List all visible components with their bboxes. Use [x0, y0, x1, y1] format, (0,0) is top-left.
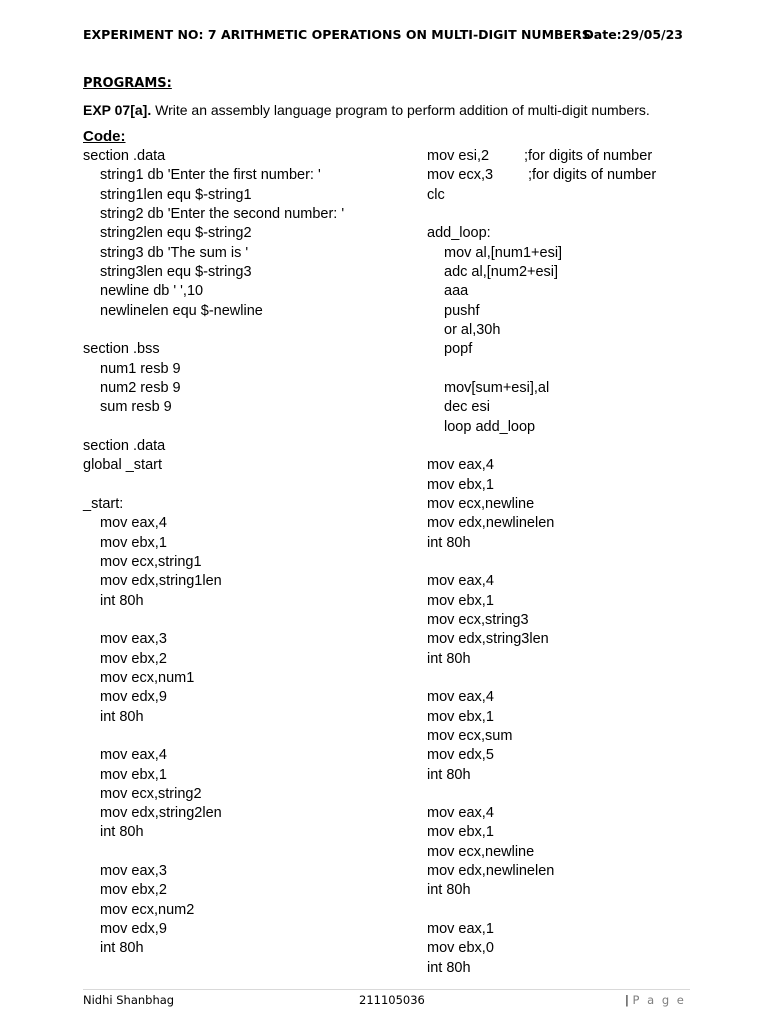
code-line	[427, 843, 747, 862]
code-column-left	[83, 147, 403, 959]
footer-author: Nidhi Shanbhag	[83, 993, 175, 1007]
code-text: clc	[427, 186, 445, 203]
code-text: num1 resb 9	[100, 360, 181, 377]
code-text: mov eax,3	[100, 631, 167, 648]
code-text: mov ecx,string2	[100, 785, 202, 802]
code-text: mov eax,4	[100, 747, 167, 764]
code-line	[83, 437, 403, 456]
code-line	[83, 920, 403, 939]
code-text: string3len equ $-string3	[100, 263, 252, 280]
code-line	[83, 939, 403, 958]
code-line	[427, 147, 747, 166]
code-line	[83, 456, 403, 475]
code-line	[427, 862, 747, 881]
code-text: mov eax,4	[427, 457, 494, 474]
code-text: mov ecx,string3	[427, 611, 529, 628]
code-line	[83, 553, 403, 572]
code-text: popf	[444, 341, 473, 358]
code-line	[83, 398, 403, 417]
code-text: mov ecx,3	[427, 167, 494, 184]
code-text: mov eax,4	[427, 805, 494, 822]
code-text: mov ebx,0	[427, 940, 494, 957]
code-line	[427, 920, 747, 939]
code-text: int 80h	[427, 766, 471, 783]
code-column-right	[427, 147, 747, 978]
code-text: mov eax,1	[427, 921, 494, 938]
code-line	[83, 360, 403, 379]
code-text: mov ebx,1	[427, 476, 494, 493]
code-line	[83, 147, 403, 166]
code-line	[427, 804, 747, 823]
code-text: mov ebx,1	[427, 592, 494, 609]
code-line	[427, 244, 747, 263]
code-line	[427, 901, 747, 920]
code-line	[83, 476, 403, 495]
code-text: mov eax,4	[427, 573, 494, 590]
footer-roll-number: 211105036	[359, 993, 425, 1007]
code-line	[83, 804, 403, 823]
code-text: string2 db 'Enter the second number: '	[100, 205, 345, 222]
code-line	[427, 939, 747, 958]
code-line	[427, 611, 747, 630]
code-text: newline db ' ',10	[100, 283, 204, 300]
code-line	[427, 321, 747, 340]
code-text: section .data	[83, 148, 166, 164]
code-line	[427, 746, 747, 765]
code-line	[427, 534, 747, 553]
code-line	[83, 881, 403, 900]
experiment-statement	[83, 102, 650, 118]
code-line	[83, 282, 403, 301]
code-line	[83, 244, 403, 263]
code-line	[427, 823, 747, 842]
code-text: _start:	[83, 495, 124, 512]
code-text: section .bss	[83, 341, 160, 358]
footer-separator: |	[625, 993, 629, 1007]
code-line	[427, 766, 747, 785]
code-line	[83, 321, 403, 340]
code-text: mov[sum+esi],al	[444, 379, 550, 396]
code-text: mov ecx,newline	[427, 495, 535, 512]
code-text: mov edx,newlinelen	[427, 863, 555, 880]
experiment-date: Date:29/05/23	[583, 27, 683, 42]
code-text: mov ecx,num1	[100, 669, 195, 686]
code-text: int 80h	[100, 824, 144, 841]
code-line	[427, 224, 747, 243]
code-line	[427, 959, 747, 978]
code-line	[83, 708, 403, 727]
code-line	[427, 572, 747, 591]
code-text: int 80h	[427, 650, 471, 667]
code-text: mov edx,string3len	[427, 631, 549, 648]
code-line	[83, 727, 403, 746]
code-text: loop add_loop	[444, 418, 536, 435]
code-text: string1 db 'Enter the first number: '	[100, 167, 321, 184]
code-line	[83, 302, 403, 321]
code-text: string1len equ $-string1	[100, 186, 252, 203]
code-text: int 80h	[427, 534, 471, 551]
code-text: add_loop:	[427, 225, 491, 242]
code-line	[427, 398, 747, 417]
code-text: mov ebx,1	[100, 766, 167, 783]
code-line	[83, 901, 403, 920]
code-heading: Code:	[83, 128, 126, 145]
code-line	[83, 843, 403, 862]
code-line	[83, 166, 403, 185]
code-line	[427, 456, 747, 475]
code-line	[83, 186, 403, 205]
code-line	[83, 823, 403, 842]
footer-page-text: P a g e	[632, 993, 686, 1007]
code-text: mov ebx,1	[427, 708, 494, 725]
code-text: int 80h	[100, 940, 144, 957]
code-line	[427, 360, 747, 379]
code-text: mov ecx,num2	[100, 901, 195, 918]
code-line	[427, 166, 747, 185]
experiment-title: EXPERIMENT NO: 7 ARITHMETIC OPERATIONS ON MULTI-DIGIT NUMBERS	[83, 27, 591, 42]
code-comment: ;for digits of number	[528, 167, 657, 184]
code-text: or al,30h	[444, 321, 501, 338]
code-line	[83, 572, 403, 591]
code-text: string2len equ $-string2	[100, 225, 252, 242]
code-line	[427, 186, 747, 205]
code-line	[83, 205, 403, 224]
code-line	[427, 708, 747, 727]
code-line	[427, 669, 747, 688]
code-line	[427, 785, 747, 804]
code-text: mov edx,9	[100, 921, 167, 938]
code-line	[427, 553, 747, 572]
code-text: mov edx,string1len	[100, 573, 222, 590]
code-line	[427, 205, 747, 224]
code-text: section .data	[83, 437, 166, 454]
code-text: mov edx,9	[100, 689, 167, 706]
code-text: mov eax,4	[100, 515, 167, 532]
code-text: mov ebx,2	[100, 650, 167, 667]
code-text: mov ecx,sum	[427, 727, 513, 744]
code-line	[83, 418, 403, 437]
code-line	[427, 476, 747, 495]
experiment-description: Write an assembly language program to perform addition of multi-digit numbers.	[151, 102, 650, 118]
code-text: mov esi,2	[427, 148, 490, 164]
code-text: mov al,[num1+esi]	[444, 244, 563, 261]
code-line	[427, 379, 747, 398]
code-line	[427, 881, 747, 900]
code-comment: ;for digits of number	[524, 148, 653, 164]
experiment-id: EXP 07[a].	[83, 102, 152, 118]
code-text: int 80h	[100, 592, 144, 609]
code-line	[83, 669, 403, 688]
code-text: mov ecx,newline	[427, 843, 535, 860]
code-line	[83, 688, 403, 707]
code-line	[83, 611, 403, 630]
code-line	[427, 437, 747, 456]
code-text: sum resb 9	[100, 399, 172, 416]
code-line	[83, 862, 403, 881]
code-text: mov ebx,2	[100, 882, 167, 899]
code-line	[83, 630, 403, 649]
code-text: int 80h	[427, 882, 471, 899]
code-text: newlinelen equ $-newline	[100, 302, 263, 319]
code-line	[427, 263, 747, 282]
footer-page-label	[625, 993, 686, 1007]
code-line	[427, 302, 747, 321]
code-text: global _start	[83, 457, 162, 474]
code-text: mov edx,5	[427, 747, 494, 764]
code-text: mov edx,string2len	[100, 805, 222, 822]
code-line	[427, 514, 747, 533]
code-text: adc al,[num2+esi]	[444, 263, 559, 280]
code-line	[427, 340, 747, 359]
code-line	[83, 534, 403, 553]
code-line	[83, 766, 403, 785]
code-line	[427, 688, 747, 707]
code-text: mov ebx,1	[427, 824, 494, 841]
code-line	[83, 379, 403, 398]
code-line	[427, 495, 747, 514]
code-line	[427, 630, 747, 649]
code-line	[83, 340, 403, 359]
code-line	[427, 282, 747, 301]
code-line	[427, 592, 747, 611]
code-text: int 80h	[427, 959, 471, 976]
code-line	[83, 746, 403, 765]
code-text: num2 resb 9	[100, 379, 181, 396]
code-text: mov ecx,string1	[100, 553, 202, 570]
footer-divider	[83, 989, 690, 990]
page-header	[83, 27, 683, 45]
code-line	[83, 495, 403, 514]
code-text: mov eax,4	[427, 689, 494, 706]
code-line	[83, 263, 403, 282]
code-text: dec esi	[444, 399, 490, 416]
code-line	[83, 592, 403, 611]
programs-heading: PROGRAMS:	[83, 76, 172, 91]
code-text: mov eax,3	[100, 863, 167, 880]
code-text: mov edx,newlinelen	[427, 515, 555, 532]
code-line	[427, 418, 747, 437]
code-text: int 80h	[100, 708, 144, 725]
code-line	[83, 785, 403, 804]
code-line	[427, 727, 747, 746]
code-text: pushf	[444, 302, 480, 319]
code-line	[83, 224, 403, 243]
code-text: aaa	[444, 283, 469, 300]
code-line	[427, 650, 747, 669]
code-line	[83, 514, 403, 533]
code-text: string3 db 'The sum is '	[100, 244, 249, 261]
code-line	[83, 650, 403, 669]
code-text: mov ebx,1	[100, 534, 167, 551]
